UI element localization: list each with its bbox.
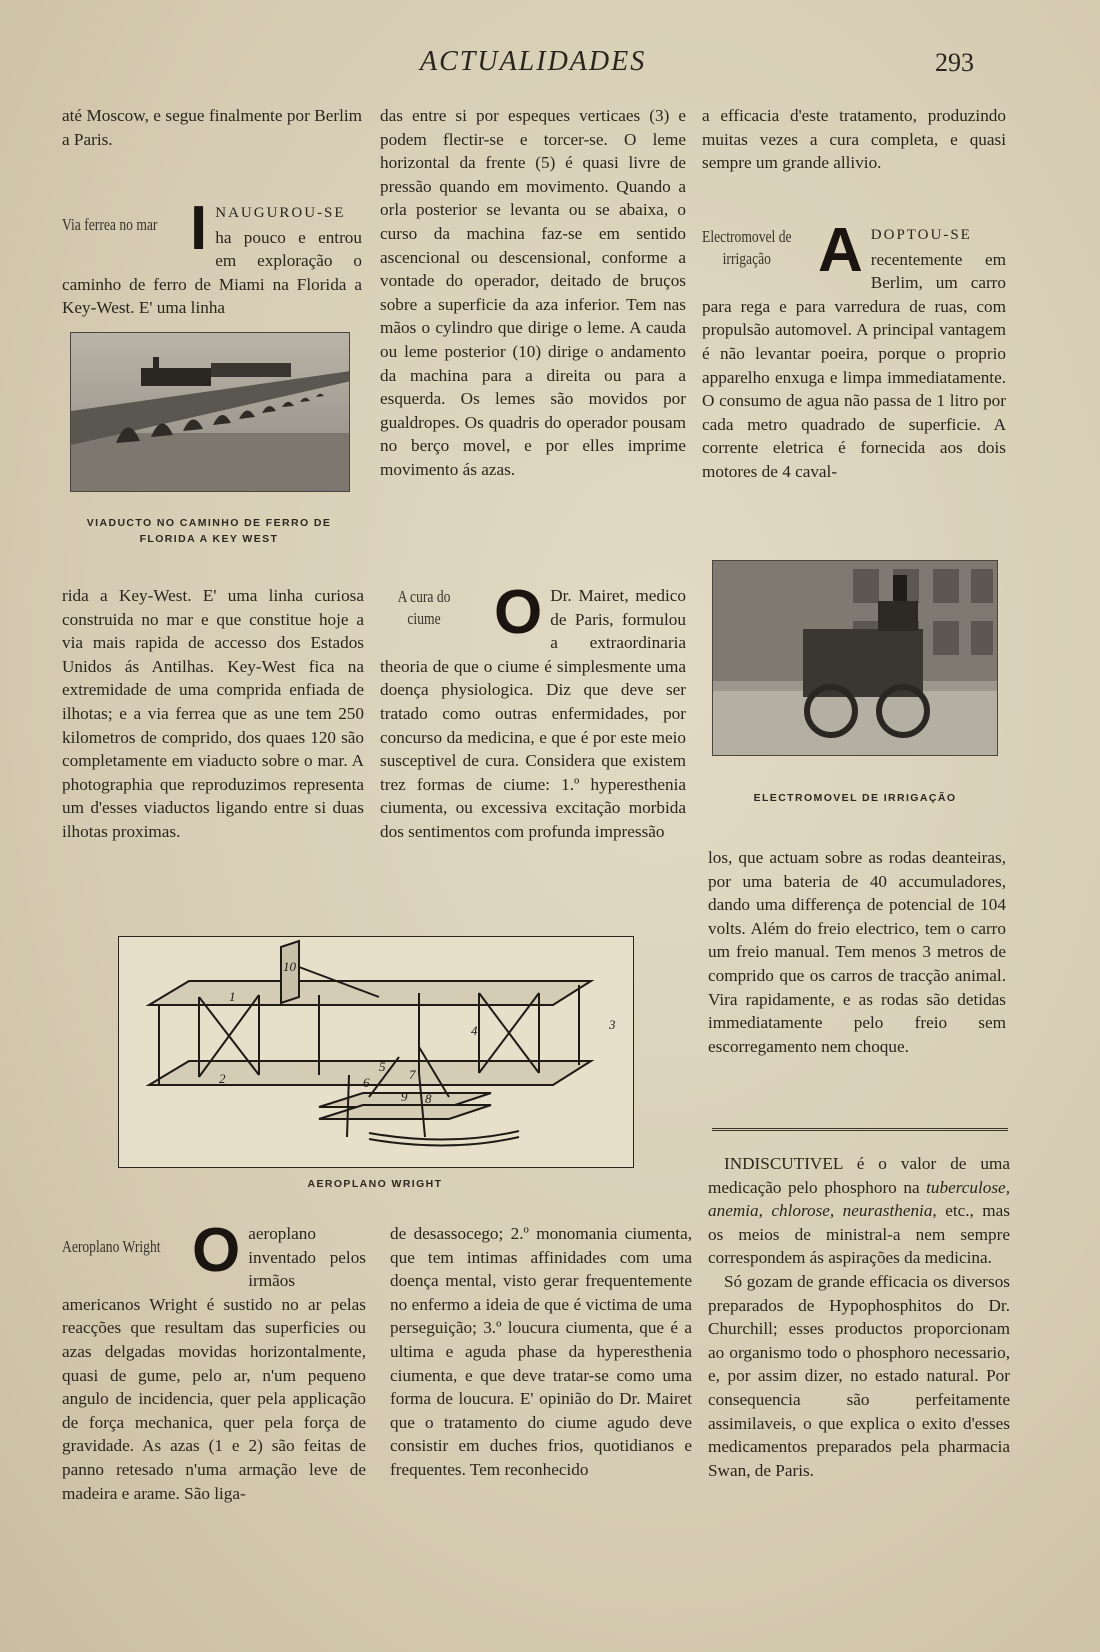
- electromovel-photo: [712, 560, 998, 756]
- article-text: Dr. Mairet, medico de Paris, formulou a extraordinaria theoria de que o ciume é simplesmente uma doença physiologica. Diz que deve ser tratado como outras enfermidades, por concurso da medicina, e que é por este meio susceptivel de cura. Considera que existem trez formas de ciume: 1.º hyperesthenia ciumenta, ou excessiva excitação morbida dos sentimentos com profunda impressão: [380, 586, 686, 841]
- diagram-label-2: 2: [219, 1071, 226, 1086]
- ciume-continuation-paragraph: a efficacia d'este tratamento, produzindo muitas vezes a cura completa, e quasi sempre um grande allivio.: [702, 106, 1006, 173]
- diagram-label-4: 4: [471, 1023, 478, 1038]
- drop-cap: A: [818, 216, 863, 285]
- electromovel-caption: ELECTROMOVEL DE IRRIGAÇÃO: [753, 792, 957, 804]
- aeroplane-diagram: [118, 936, 634, 1168]
- side-label-cura-ciume: A cura do ciume: [397, 587, 451, 628]
- advert-text-a: é o valor de uma medicação pelo phosphoro na: [708, 1154, 1010, 1197]
- article-text: recentemente em Berlim, um carro para rega e para varredura de ruas, com propulsão automovel. A principal vantagem é não levantar poeira, porque o proprio apparelho enxuga e limpa immediatamente. O consumo de agua não passa de 1 litro por cada metro quadrado de superficie. A corrente eletrica é fornecida aos dois motores de 4 caval-: [702, 249, 1006, 481]
- diagram-label-6: 6: [363, 1075, 370, 1090]
- article-aeroplano-wright: [62, 1216, 366, 1505]
- diagram-label-5: 5: [379, 1059, 386, 1074]
- advert-lead: INDISCUTIVEL: [724, 1154, 843, 1173]
- advert-paragraph-1: [708, 1152, 1010, 1270]
- running-head: [0, 40, 1100, 80]
- aeroplane-continuation-paragraph: das entre si por espeques verticaes (3) e podem flectir-se e torcer-se. O leme horizontal da frente (5) é quasi livre de pressão quando em movimento. Quando a orla posterior se levanta ou se abaixa, o curso da machina faz-se em sentido ascencional ou descensional, conforme a vontade do operador, deitado de bruços sobre a superficie da aza inferior. Tem nas mãos o cylindro que dirige o leme. A cauda ou leme posterior (10) dirige o andamento da machina para a direita ou para a esquerda. Os lemes são movidos por gualdropes. Os quadris do operador pousam no berço movel, e por elles imprime movimento ás azas.: [380, 106, 686, 479]
- drop-cap: O: [192, 1216, 241, 1285]
- diagram-label-8: 8: [425, 1091, 432, 1106]
- side-label-aeroplano: Aeroplano Wright: [62, 1237, 161, 1256]
- article-via-ferrea: [62, 194, 362, 320]
- lead-word: DOPTOU-SE: [870, 227, 972, 243]
- article-text: ha pouco e entrou em exploração o caminho de ferro de Miami na Florida a Key-West. E' uma linha: [62, 227, 362, 318]
- col1-mid: [62, 584, 364, 844]
- electromovel-illustration: [713, 561, 998, 756]
- aeroplane-illustration: [119, 937, 635, 1169]
- page-number: 293: [935, 48, 974, 77]
- col2-bottom: [390, 1222, 692, 1482]
- article-cura-ciume: [380, 578, 686, 844]
- viaduct-illustration: [71, 333, 350, 492]
- section-divider: [712, 1128, 1008, 1131]
- viaduct-caption: VIADUCTO NO CAMINHO DE FERRO DE FLORIDA A KEY WEST: [86, 517, 332, 545]
- advert-hypophosphitos: [708, 1152, 1010, 1482]
- diagram-label-1: 1: [229, 989, 236, 1004]
- advert-text-b: etc., mas os meios de ministral-a nem sempre correspondem ás aspirações da medicina.: [708, 1201, 1010, 1268]
- col3-mid: [708, 846, 1006, 1058]
- col2-top: [380, 104, 686, 482]
- lead-word: NAUGUROU-SE: [215, 205, 346, 221]
- diagram-label-9: 9: [401, 1089, 408, 1104]
- advert-paragraph-2: Só gozam de grande efficacia os diversos preparados de Hypophosphitos do Dr. Churchill; esses productos proporcionam ao organismo todo o phosphoro necessario, e, por assim dizer, no estado natural. Por consequencia são perfeitamente assimilaveis, o que explica o exito d'esses medicamentos preparados pela pharmacia Swan, de Paris.: [708, 1271, 1010, 1480]
- drop-cap: I: [190, 194, 208, 263]
- electromovel-continuation-paragraph: los, que actuam sobre as rodas deanteiras, por uma bateria de 40 accumuladores, dando uma differença de potencial de 104 volts. Além do freio electrico, tem o carro um freio manual. Tem menos 3 metros de comprido que os carros de tracção animal. Vira rapidamente, e as rodas são detidas immediatamente pelo freio sem escorregamento nem choque.: [708, 848, 1006, 1056]
- article-electromovel: [702, 216, 1006, 484]
- diagram-label-3: 3: [609, 1017, 616, 1032]
- running-title: ACTUALIDADES: [420, 46, 647, 77]
- side-label-electromovel: Electromovel de irrigação: [702, 227, 792, 268]
- ciume-continuation-paragraph-2: de desassocego; 2.º monomania ciumenta, que tem intimas affinidades com uma doença mental, visto gerar frequentemente no enfermo a ideia de que é victima de uma perseguição; 3.º loucura ciumenta, que é a ultima e aguda phase da hyperesthenia ciumenta, e que deve tratar-se como uma forma de loucura. E' opinião do Dr. Mairet que o tratamento do ciume agudo deve consistir em duches frios, quotidianos e frequentes. Tem reconhecido: [390, 1224, 692, 1479]
- diagram-label-10: 10: [283, 959, 296, 974]
- viaduct-article-paragraph: rida a Key-West. E' uma linha curiosa construida no mar e que constitue hoje a via mais rapida de accesso dos Estados Unidos ás Antilhas. Key-West fica na extremidade de uma comprida enfiada de ilhotas; e a via ferrea que as une tem 250 kilometros de comprido, dos quaes 120 são completamente em viaducto sobre o mar. A photographia que reproduzimos representa um d'esses viaductos ligando entre si duas ilhotas proximas.: [62, 586, 364, 841]
- advert-text-emphasis: tuberculose, anemia, chlorose, neurasthenia,: [708, 1177, 1010, 1221]
- col3-top: [702, 104, 1006, 175]
- continuation-paragraph: até Moscow, e segue finalmente por Berlim a Paris.: [62, 106, 362, 149]
- drop-cap: O: [494, 578, 543, 647]
- diagram-label-7: 7: [409, 1067, 416, 1082]
- article-text: aeroplano inventado pelos irmãos americanos Wright é sustido no ar pelas reacções que resultam das superficies ou azas delgadas movidas horizontalmente, quasi de gume, pelo ar, n'um pequeno angulo de incidencia, quer pela applicação de força mechanica, quer pela força de gravidade. As azas (1 e 2) são feitas de panno retesado n'uma armação leve de madeira e arame. São liga-: [62, 1224, 366, 1503]
- side-label-via-ferrea: Via ferrea no mar: [62, 215, 158, 234]
- col1-top: [62, 104, 362, 151]
- aeroplane-caption: AEROPLANO WRIGHT: [307, 1178, 443, 1190]
- viaduct-photo: [70, 332, 350, 492]
